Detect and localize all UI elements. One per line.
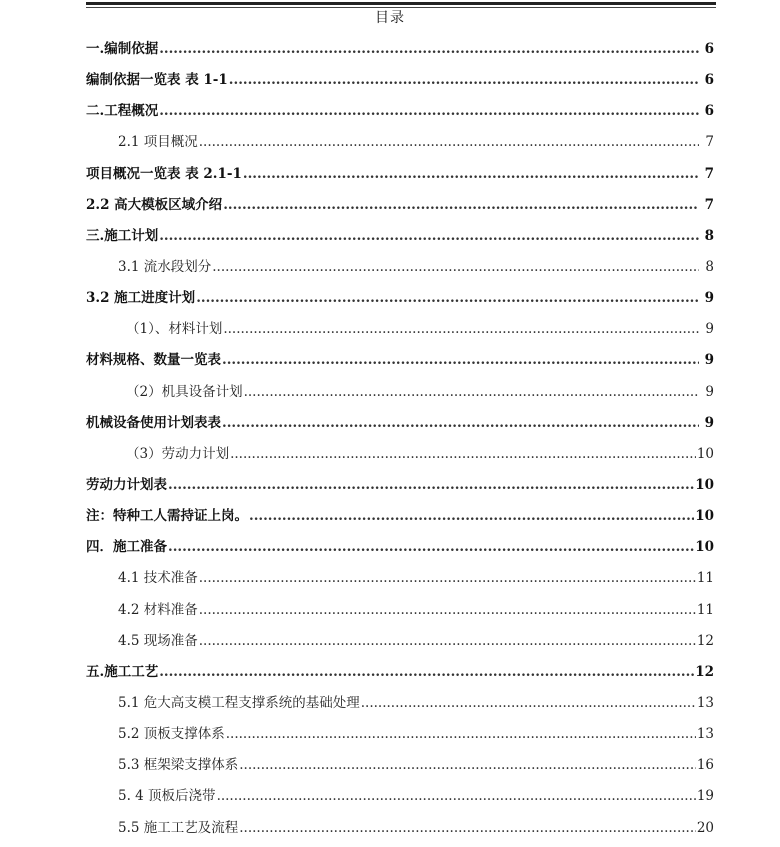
toc-entry-page-number: 9: [704, 352, 714, 369]
dot-leader: [217, 788, 696, 804]
dot-leader: [223, 321, 699, 337]
toc-entry-title: 4.1 技术准备: [118, 570, 198, 587]
toc-entry-title: 一.编制依据: [86, 41, 159, 57]
toc-entry[interactable]: [86, 286, 714, 317]
toc-entry[interactable]: [86, 566, 714, 597]
toc-entry-page-number: 9: [705, 383, 714, 400]
toc-entry-page-number: 11: [696, 570, 714, 587]
toc-entry-page-number: 6: [704, 41, 714, 57]
toc-entry-title: （2）机具设备计划: [126, 383, 243, 400]
dot-leader: [199, 134, 699, 150]
toc-entry-page-number: 9: [705, 321, 714, 338]
toc-entry-page-number: 19: [696, 788, 714, 805]
dot-leader: [199, 570, 696, 586]
toc-entry-title: 注：特种工人需持证上岗。: [86, 508, 248, 525]
toc-entry-title: 5.3 框架梁支撑体系: [118, 757, 239, 774]
dot-leader: [229, 72, 699, 88]
toc-entry-title: 3.1 流水段划分: [118, 258, 212, 275]
toc-entry[interactable]: [86, 504, 714, 535]
toc-entry-page-number: 12: [696, 632, 714, 649]
toc-entry[interactable]: [86, 37, 714, 68]
toc-entry[interactable]: [86, 535, 714, 566]
toc-entry-page-number: 6: [704, 72, 714, 89]
toc-entry-title: 4.5 现场准备: [118, 632, 198, 649]
toc-entry-page-number: 7: [704, 165, 714, 182]
dot-leader: [222, 415, 699, 431]
toc-entry-page-number: 6: [704, 103, 714, 120]
toc-entry-title: 四．施工准备: [86, 539, 167, 556]
toc-entry-page-number: 10: [695, 476, 714, 493]
toc-entry-page-number: 13: [696, 694, 714, 711]
dot-leader: [239, 757, 696, 773]
toc-entry[interactable]: [86, 816, 714, 847]
toc-entry-title: 2.2 高大模板区域介绍: [86, 196, 223, 213]
toc-entry-title: 三.施工计划: [86, 227, 159, 244]
toc-title: 目录: [375, 10, 405, 26]
dot-leader: [196, 290, 699, 306]
toc-entry-title: 二.工程概况: [86, 103, 159, 120]
toc-entry[interactable]: [86, 193, 714, 224]
toc-entry-page-number: 7: [704, 196, 714, 213]
dot-leader: [168, 477, 694, 493]
toc-entry-title: 材料规格、数量一览表: [86, 352, 221, 369]
toc-entry[interactable]: [86, 99, 714, 130]
toc-entry-title: 机械设备使用计划表表: [86, 414, 221, 431]
dot-leader: [243, 166, 699, 182]
toc-entry[interactable]: [86, 473, 714, 504]
toc-entry[interactable]: [86, 660, 714, 691]
toc-entry[interactable]: [86, 629, 714, 660]
dot-leader: [212, 259, 699, 275]
toc-entry[interactable]: [86, 784, 714, 815]
toc-entry-page-number: 8: [704, 227, 714, 244]
toc-entry-page-number: 10: [696, 445, 714, 462]
table-of-contents: [86, 37, 714, 847]
toc-entry-title: 5. 4 顶板后浇带: [118, 788, 216, 805]
toc-entry-title: （3）劳动力计划: [126, 445, 230, 462]
toc-entry[interactable]: [86, 753, 714, 784]
toc-entry-page-number: 7: [705, 134, 714, 151]
dot-leader: [239, 820, 696, 836]
toc-entry[interactable]: [86, 224, 714, 255]
toc-entry[interactable]: [86, 598, 714, 629]
dot-leader: [361, 695, 696, 711]
toc-entry-title: 项目概况一览表 表 2.1-1: [86, 165, 242, 182]
toc-entry-page-number: 9: [704, 414, 714, 431]
dot-leader: [199, 633, 696, 649]
toc-entry[interactable]: [86, 691, 714, 722]
dot-leader: [222, 352, 699, 368]
toc-entry[interactable]: [86, 348, 714, 379]
toc-entry-page-number: 20: [696, 819, 714, 836]
dot-leader: [249, 508, 694, 524]
dot-leader: [223, 197, 699, 213]
dot-leader: [159, 228, 699, 244]
toc-entry-title: 5.1 危大高支模工程支撑系统的基础处理: [118, 694, 360, 711]
toc-entry-title: 劳动力计划表: [86, 476, 167, 493]
dot-leader: [168, 539, 694, 555]
toc-entry[interactable]: [86, 380, 714, 411]
toc-entry[interactable]: [86, 68, 714, 99]
toc-entry-page-number: 13: [696, 726, 714, 743]
toc-entry-title: 5.5 施工工艺及流程: [118, 819, 239, 836]
dot-leader: [199, 602, 696, 618]
toc-entry[interactable]: [86, 255, 714, 286]
toc-entry-title: 4.2 材料准备: [118, 601, 198, 618]
top-rule-thick: [86, 2, 716, 5]
toc-entry[interactable]: [86, 411, 714, 442]
toc-entry-title: 3.2 施工进度计划: [86, 290, 196, 307]
dot-leader: [230, 446, 696, 462]
dot-leader: [226, 726, 696, 742]
toc-entry-title: （1）、材料计划: [126, 321, 223, 338]
toc-entry-title: 五.施工工艺: [86, 663, 159, 680]
toc-entry[interactable]: [86, 317, 714, 348]
toc-entry-page-number: 16: [696, 757, 714, 774]
toc-entry-title: 2.1 项目概况: [118, 134, 198, 151]
dot-leader: [159, 41, 699, 57]
toc-entry[interactable]: [86, 722, 714, 753]
toc-entry[interactable]: [86, 162, 714, 193]
toc-entry-page-number: 10: [695, 539, 714, 556]
dot-leader: [159, 103, 699, 119]
toc-entry-page-number: 12: [695, 663, 714, 680]
toc-entry-title: 5.2 顶板支撑体系: [118, 726, 225, 743]
dot-leader: [244, 384, 699, 400]
toc-entry-page-number: 11: [696, 601, 714, 618]
toc-entry[interactable]: [86, 442, 714, 473]
toc-entry-page-number: 9: [704, 290, 714, 307]
toc-entry[interactable]: [86, 130, 714, 161]
dot-leader: [159, 664, 694, 680]
toc-entry-page-number: 8: [705, 258, 714, 275]
toc-entry-title: 编制依据一览表 表 1-1: [86, 72, 228, 89]
toc-entry-page-number: 10: [695, 508, 714, 525]
